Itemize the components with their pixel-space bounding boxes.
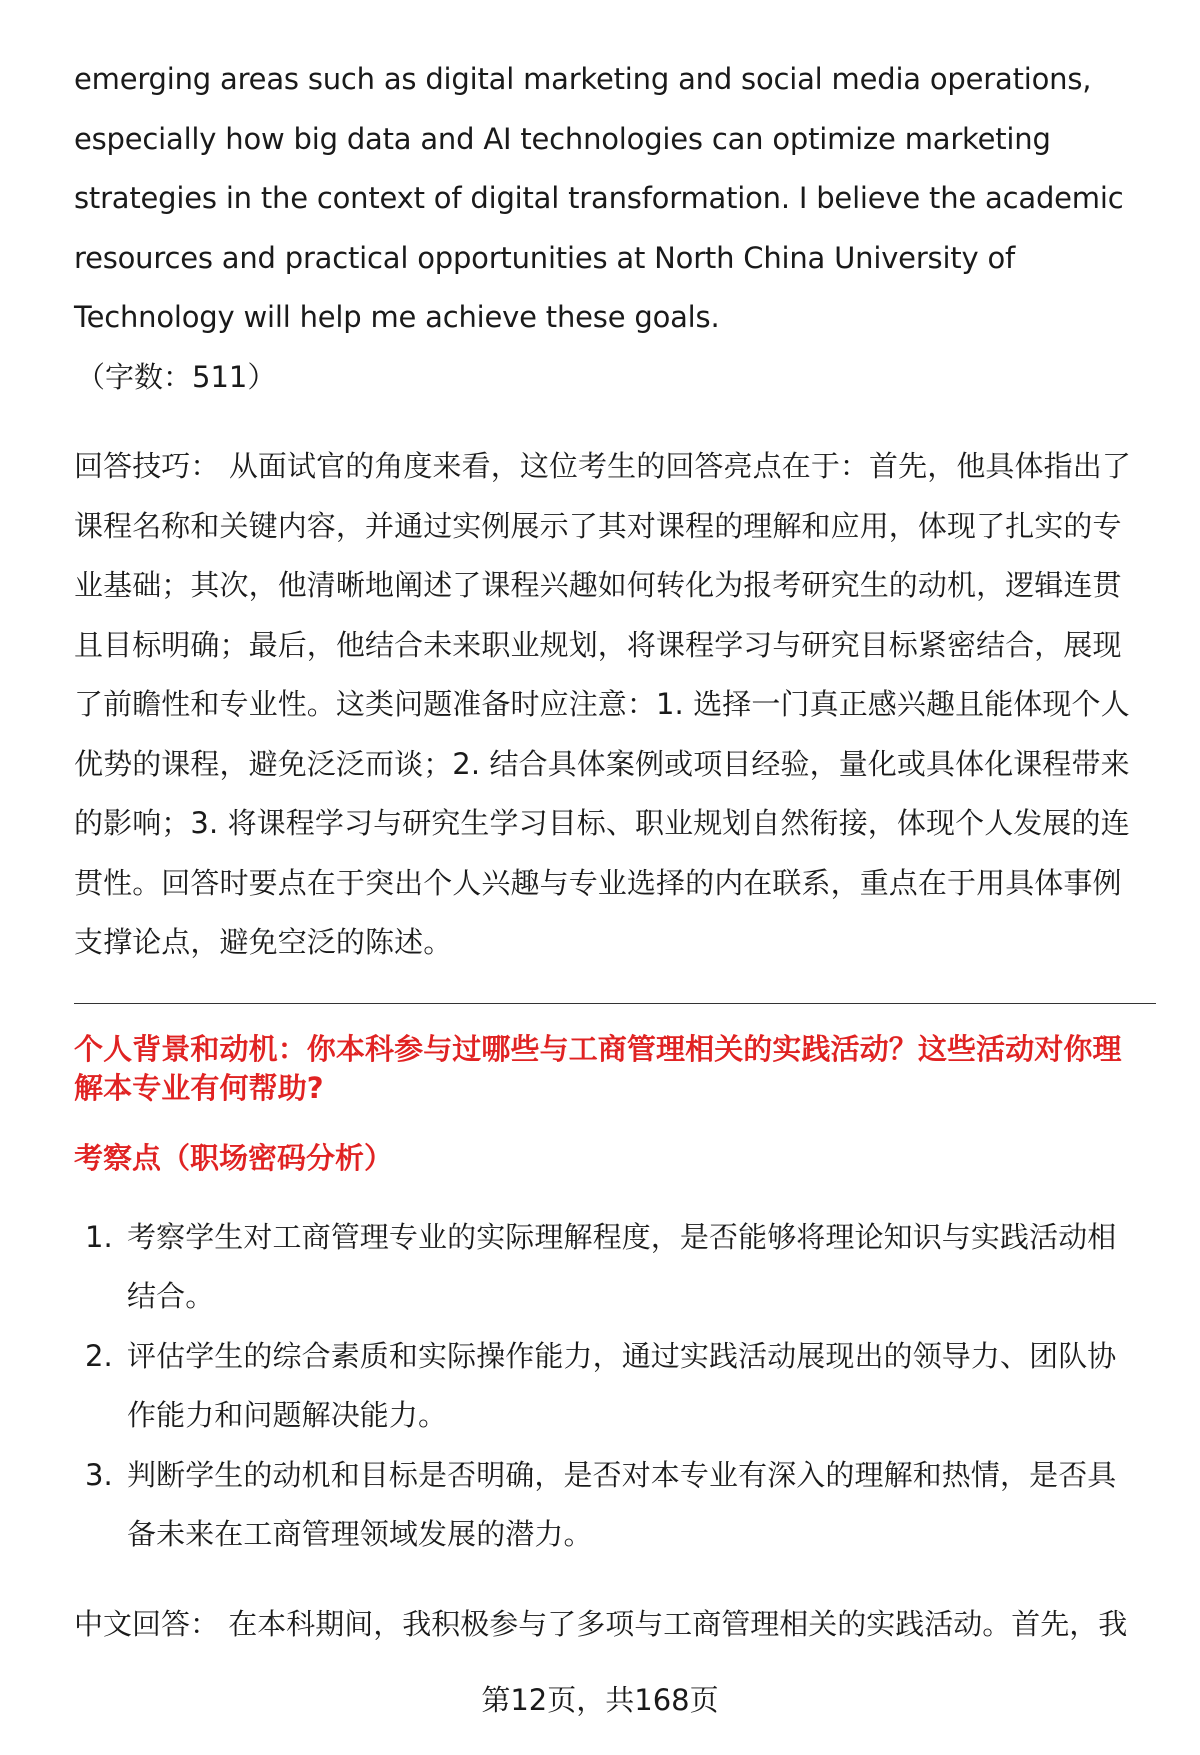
list-number: 2. (85, 1338, 113, 1373)
text-line: 回答技巧： 从面试官的角度来看，这位考生的回答亮点在于：首先，他具体指出了 (74, 449, 1131, 483)
text-line: 课程名称和关键内容，并通过实例展示了其对课程的理解和应用，体现了扎实的专 (74, 508, 1122, 543)
text-line: 备未来在工商管理领域发展的潜力。 (127, 1517, 593, 1551)
assessment-points-list (74, 1208, 1156, 1565)
text-line: 支撑论点，避免空泛的陈述。 (74, 925, 453, 959)
text-line: 结合。 (127, 1279, 215, 1313)
list-number: 1. (85, 1219, 113, 1254)
text-line: 优势的课程，避免泛泛而谈；2. 结合具体案例或项目经验，量化或具体化课程带来 (74, 746, 1130, 781)
text-line: 解本专业有何帮助? (74, 1070, 324, 1105)
page-number: 第12页，共168页 (481, 1683, 719, 1717)
list-number: 3. (85, 1457, 113, 1492)
text-line: resources and practical opportunities at North China University of (74, 240, 1016, 275)
text-line: 作能力和问题解决能力。 (127, 1398, 448, 1432)
text-line: especially how big data and AI technologies can optimize marketing (74, 121, 1051, 156)
text-line: 判断学生的动机和目标是否明确，是否对本专业有深入的理解和热情，是否具 (127, 1457, 1117, 1492)
text-line: 评估学生的综合素质和实际操作能力，通过实践活动展现出的领导力、团队协 (127, 1338, 1117, 1373)
answer-tips-paragraph (74, 437, 1156, 973)
text-line: Technology will help me achieve these goals. (74, 300, 720, 334)
list-item (74, 1446, 1156, 1565)
list-item (74, 1208, 1156, 1327)
text-line: 个人背景和动机：你本科参与过哪些与工商管理相关的实践活动？这些活动对你理 (74, 1031, 1122, 1066)
text-line: strategies in the context of digital transformation. I believe the academic (74, 181, 1124, 215)
assessment-points-title: 考察点（职场密码分析） (74, 1140, 394, 1175)
section-divider (74, 1003, 1156, 1004)
word-count: （字数：511） (76, 359, 277, 394)
text-line: emerging areas such as digital marketing and social media operations, (74, 62, 1092, 96)
text-line: 贯性。回答时要点在于突出个人兴趣与专业选择的内在联系，重点在于用具体事例 (74, 865, 1122, 900)
text-line: 了前瞻性和专业性。这类问题准备时应注意：1. 选择一门真正感兴趣且能体现个人 (74, 687, 1130, 721)
question-heading (74, 1030, 1156, 1108)
document-page (74, 50, 1156, 1654)
text-line: 且目标明确；最后，他结合未来职业规划，将课程学习与研究目标紧密结合，展现 (74, 627, 1122, 662)
english-answer-paragraph (74, 50, 1156, 348)
text-line: 的影响；3. 将课程学习与研究生学习目标、职业规划自然衔接，体现个人发展的连 (74, 806, 1130, 840)
text-line: 考察学生对工商管理专业的实际理解程度，是否能够将理论知识与实践活动相 (127, 1219, 1117, 1254)
chinese-answer-start: 中文回答： 在本科期间，我积极参与了多项与工商管理相关的实践活动。首先，我 (74, 1606, 1128, 1641)
list-item (74, 1327, 1156, 1446)
text-line: 业基础；其次，他清晰地阐述了课程兴趣如何转化为报考研究生的动机，逻辑连贯 (74, 568, 1122, 602)
